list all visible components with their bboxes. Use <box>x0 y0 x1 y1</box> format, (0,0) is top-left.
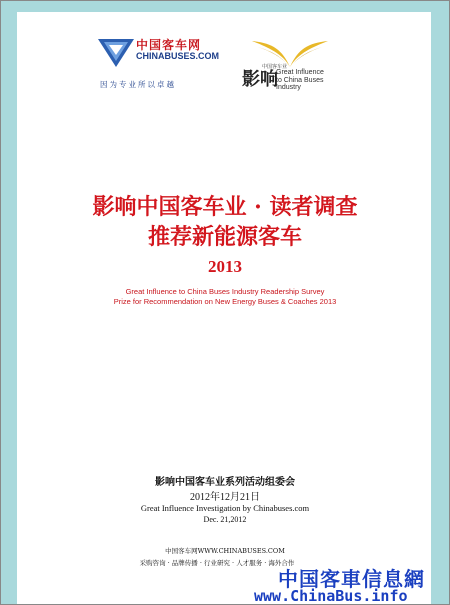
subtitle-en-2: Prize for Recommendation on New Energy Buses & Coaches 2013 <box>113 297 337 306</box>
title-year: 2013 <box>208 257 242 276</box>
title-line-2: 推荐新能源客车 <box>147 224 302 250</box>
great-influence-line: to China Buses <box>276 76 324 84</box>
watermark-en: www.ChinaBus.info <box>254 587 408 605</box>
organizer-date-cn: 2012年12月21日 <box>190 492 260 503</box>
footer-services: 采购咨询 · 品牌传播 · 行业研究 · 人才服务 · 海外合作 <box>139 559 295 567</box>
great-influence-line: Great Influence <box>276 69 324 76</box>
brand-mark-cn: 影响 <box>242 69 278 90</box>
brand-name-cn: 中国客车网 <box>136 38 202 52</box>
great-influence-logo <box>232 27 362 107</box>
footer-site: 中国客车网WWW.CHINABUSES.COM <box>165 547 285 555</box>
great-influence-text <box>276 69 324 92</box>
chinabuses-logo <box>96 33 236 103</box>
subtitle-en-1: Great Influence to China Buses Industry Readership Survey <box>125 287 325 296</box>
chinabuses-diamond-icon <box>96 33 136 73</box>
brand-mark-cn-small: 中国客车业 <box>262 64 288 70</box>
watermark-cn: 中国客車信息網 <box>278 567 425 591</box>
brand-name-en: CHINABUSES.COM <box>136 51 220 61</box>
title-line-1: 影响中国客车业 · 读者调查 <box>92 194 358 220</box>
brand-slogan: 因为专业所以卓越 <box>100 80 176 89</box>
organizer-name-cn: 影响中国客车业系列活动组委会 <box>155 477 295 488</box>
great-influence-line: Industry <box>276 84 301 91</box>
organizer-name-en: Great Influence Investigation by Chinabuses.com <box>140 503 310 513</box>
organizer-date-en: Dec. 21,2012 <box>203 515 247 524</box>
